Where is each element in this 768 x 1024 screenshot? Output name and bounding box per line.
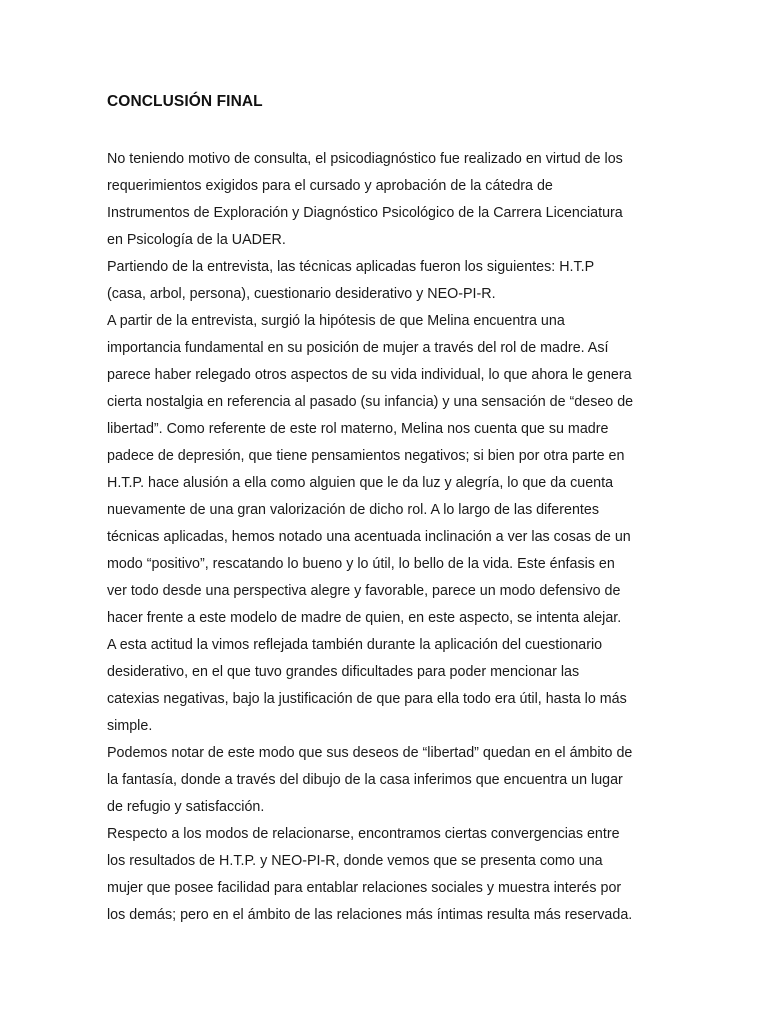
document-body [107,146,687,929]
body-line: libertad”. Como referente de este rol materno, Melina nos cuenta que su madre [107,421,609,437]
body-line: los resultados de H.T.P. y NEO-PI-R, donde vemos que se presenta como una [107,853,603,869]
body-line: cierta nostalgia en referencia al pasado (su infancia) y una sensación de “deseo de [107,394,634,410]
body-line: Instrumentos de Exploración y Diagnóstico Psicológico de la Carrera Licenciatura [107,205,623,221]
body-line: mujer que posee facilidad para entablar relaciones sociales y muestra interés por [107,880,622,896]
body-line: importancia fundamental en su posición de mujer a través del rol de madre. Así [107,340,609,356]
body-line: (casa, arbol, persona), cuestionario desiderativo y NEO-PI-R. [107,286,496,302]
body-line: catexias negativas, bajo la justificación de que para ella todo era útil, hasta lo más [107,691,627,707]
body-line: Podemos notar de este modo que sus deseos de “libertad” quedan en el ámbito de [107,745,633,761]
body-line: parece haber relegado otros aspectos de su vida individual, lo que ahora le genera [107,367,632,383]
body-line: Partiendo de la entrevista, las técnicas aplicadas fueron los siguientes: H.T.P [107,259,595,275]
body-line: de refugio y satisfacción. [107,799,265,815]
body-line: requerimientos exigidos para el cursado y aprobación de la cátedra de [107,178,553,194]
body-line: A esta actitud la vimos reflejada también durante la aplicación del cuestionario [107,637,603,653]
body-line: la fantasía, donde a través del dibujo de la casa inferimos que encuentra un lugar [107,772,623,788]
body-line: modo “positivo”, rescatando lo bueno y lo útil, lo bello de la vida. Este énfasis en [107,556,615,572]
body-line: los demás; pero en el ámbito de las relaciones más íntimas resulta más reservada. [107,907,633,923]
body-line: A partir de la entrevista, surgió la hipótesis de que Melina encuentra una [107,313,565,329]
body-line: padece de depresión, que tiene pensamientos negativos; si bien por otra parte en [107,448,625,464]
body-line: en Psicología de la UADER. [107,232,286,248]
body-line: técnicas aplicadas, hemos notado una acentuada inclinación a ver las cosas de un [107,529,631,545]
body-line: Respecto a los modos de relacionarse, encontramos ciertas convergencias entre [107,826,620,842]
body-line: simple. [107,718,153,734]
body-line: H.T.P. hace alusión a ella como alguien que le da luz y alegría, lo que da cuenta [107,475,614,491]
body-line: desiderativo, en el que tuvo grandes dificultades para poder mencionar las [107,664,580,680]
page-title: CONCLUSIÓN FINAL [107,93,263,110]
body-line: No teniendo motivo de consulta, el psicodiagnóstico fue realizado en virtud de los [107,151,623,167]
body-line: nuevamente de una gran valorización de dicho rol. A lo largo de las diferentes [107,502,599,518]
body-line: ver todo desde una perspectiva alegre y favorable, parece un modo defensivo de [107,583,621,599]
body-line: hacer frente a este modelo de madre de quien, en este aspecto, se intenta alejar. [107,610,622,626]
